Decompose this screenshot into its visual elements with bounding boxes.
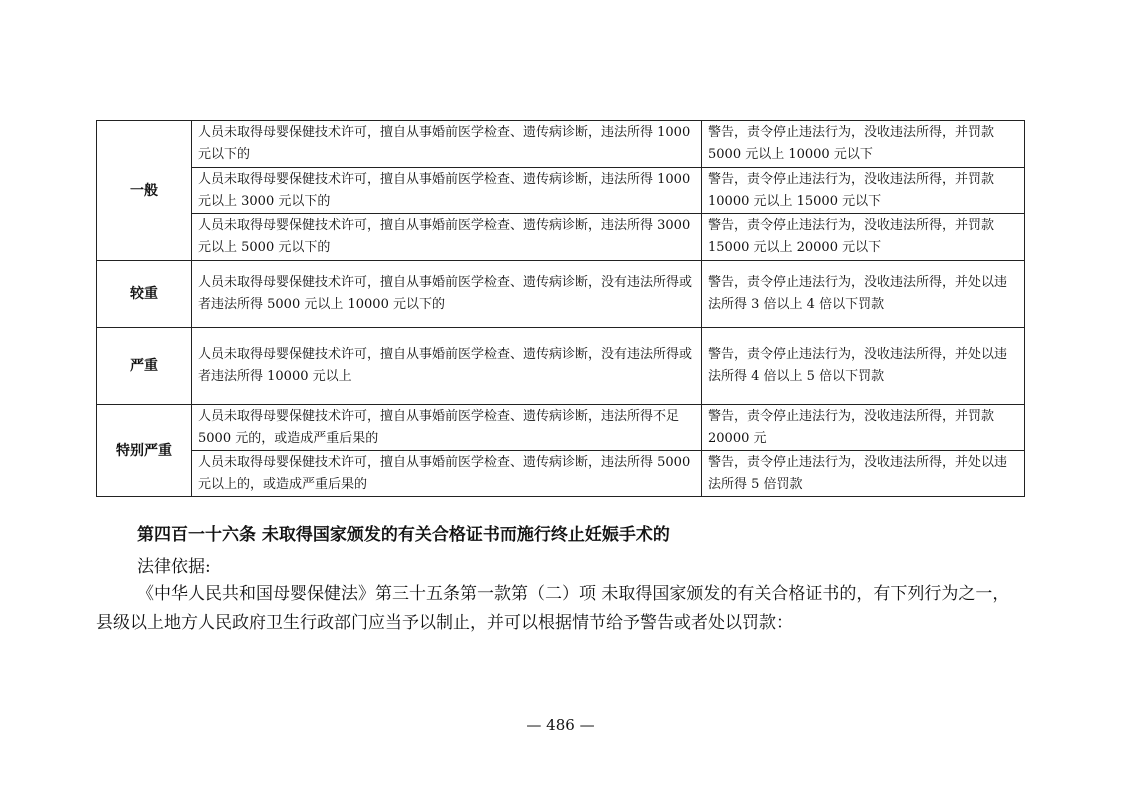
penalty-cell xyxy=(702,168,1025,214)
penalty-text: 警告，责令停止违法行为，没收违法所得，并罚款 5000 元以上 10000 元以下 xyxy=(708,125,995,162)
conduct-text: 人员未取得母婴保健技术许可，擅自从事婚前医学检查、遗传病诊断，违法所得 1000 元以上 3000 元以下的 xyxy=(198,171,691,209)
penalty-text: 警告，责令停止违法行为，没收违法所得，并罚款 20000 元 xyxy=(708,408,995,446)
penalty-text: 警告，责令停止违法行为，没收违法所得，并处以违法所得 5 倍罚款 xyxy=(708,454,1008,492)
conduct-text: 人员未取得母婴保健技术许可，擅自从事婚前医学检查、遗传病诊断，没有违法所得或者违法所得 10000 元以上 xyxy=(198,347,693,384)
level-cell: 一般 xyxy=(97,121,192,261)
conduct-cell xyxy=(192,121,702,168)
conduct-text: 人员未取得母婴保健技术许可，擅自从事婚前医学检查、遗传病诊断，违法所得 1000 元以下的 xyxy=(198,125,691,162)
conduct-text: 人员未取得母婴保健技术许可，擅自从事婚前医学检查、遗传病诊断，违法所得 5000 元以上的，或造成严重后果的 xyxy=(198,454,691,492)
penalty-text: 警告，责令停止违法行为，没收违法所得，并处以违法所得 3 倍以上 4 倍以下罚款 xyxy=(708,275,1008,312)
conduct-text: 人员未取得母婴保健技术许可，擅自从事婚前医学检查、遗传病诊断，违法所得 3000 元以上 5000 元以下的 xyxy=(198,218,691,255)
table-row xyxy=(97,328,1025,405)
penalty-cell xyxy=(702,328,1025,405)
conduct-text: 人员未取得母婴保健技术许可，擅自从事婚前医学检查、遗传病诊断，违法所得不足 5000 元的，或造成严重后果的 xyxy=(198,408,680,446)
conduct-cell xyxy=(192,261,702,328)
penalty-text: 警告，责令停止违法行为，没收违法所得，并罚款 10000 元以上 15000 元以下 xyxy=(708,171,995,209)
penalty-text: 警告，责令停止违法行为，没收违法所得，并处以违法所得 4 倍以上 5 倍以下罚款 xyxy=(708,347,1008,384)
page-number: — 486 — xyxy=(526,716,595,734)
level-cell: 较重 xyxy=(97,261,192,328)
conduct-cell xyxy=(192,451,702,497)
penalty-cell xyxy=(702,451,1025,497)
article-heading: 第四百一十六条 未取得国家颁发的有关合格证书而施行终止妊娠手术的 xyxy=(137,525,670,545)
conduct-text: 人员未取得母婴保健技术许可，擅自从事婚前医学检查、遗传病诊断，没有违法所得或者违法所得 5000 元以上 10000 元以下的 xyxy=(198,275,693,312)
table-row xyxy=(97,168,1025,214)
conduct-cell xyxy=(192,328,702,405)
legal-basis-paragraph: 《中华人民共和国母婴保健法》第三十五条第一款第（二）项 未取得国家颁发的有关合格证书的，有下列行为之一，县级以上地方人民政府卫生行政部门应当予以制止，并可以根据情节给予警告或者处以罚款： xyxy=(96,584,1010,633)
table-row xyxy=(97,214,1025,261)
penalty-table xyxy=(96,120,1025,497)
table-row xyxy=(97,405,1025,451)
level-cell: 特别严重 xyxy=(97,405,192,497)
conduct-cell xyxy=(192,168,702,214)
table-row xyxy=(97,451,1025,497)
table-row xyxy=(97,261,1025,328)
penalty-cell xyxy=(702,405,1025,451)
penalty-text: 警告，责令停止违法行为，没收违法所得，并罚款 15000 元以上 20000 元以下 xyxy=(708,218,995,255)
table-row xyxy=(97,121,1025,168)
conduct-cell xyxy=(192,214,702,261)
penalty-cell xyxy=(702,261,1025,328)
legal-basis-label: 法律依据: xyxy=(137,557,211,577)
conduct-cell xyxy=(192,405,702,451)
level-cell: 严重 xyxy=(97,328,192,405)
penalty-cell xyxy=(702,214,1025,261)
penalty-cell xyxy=(702,121,1025,168)
